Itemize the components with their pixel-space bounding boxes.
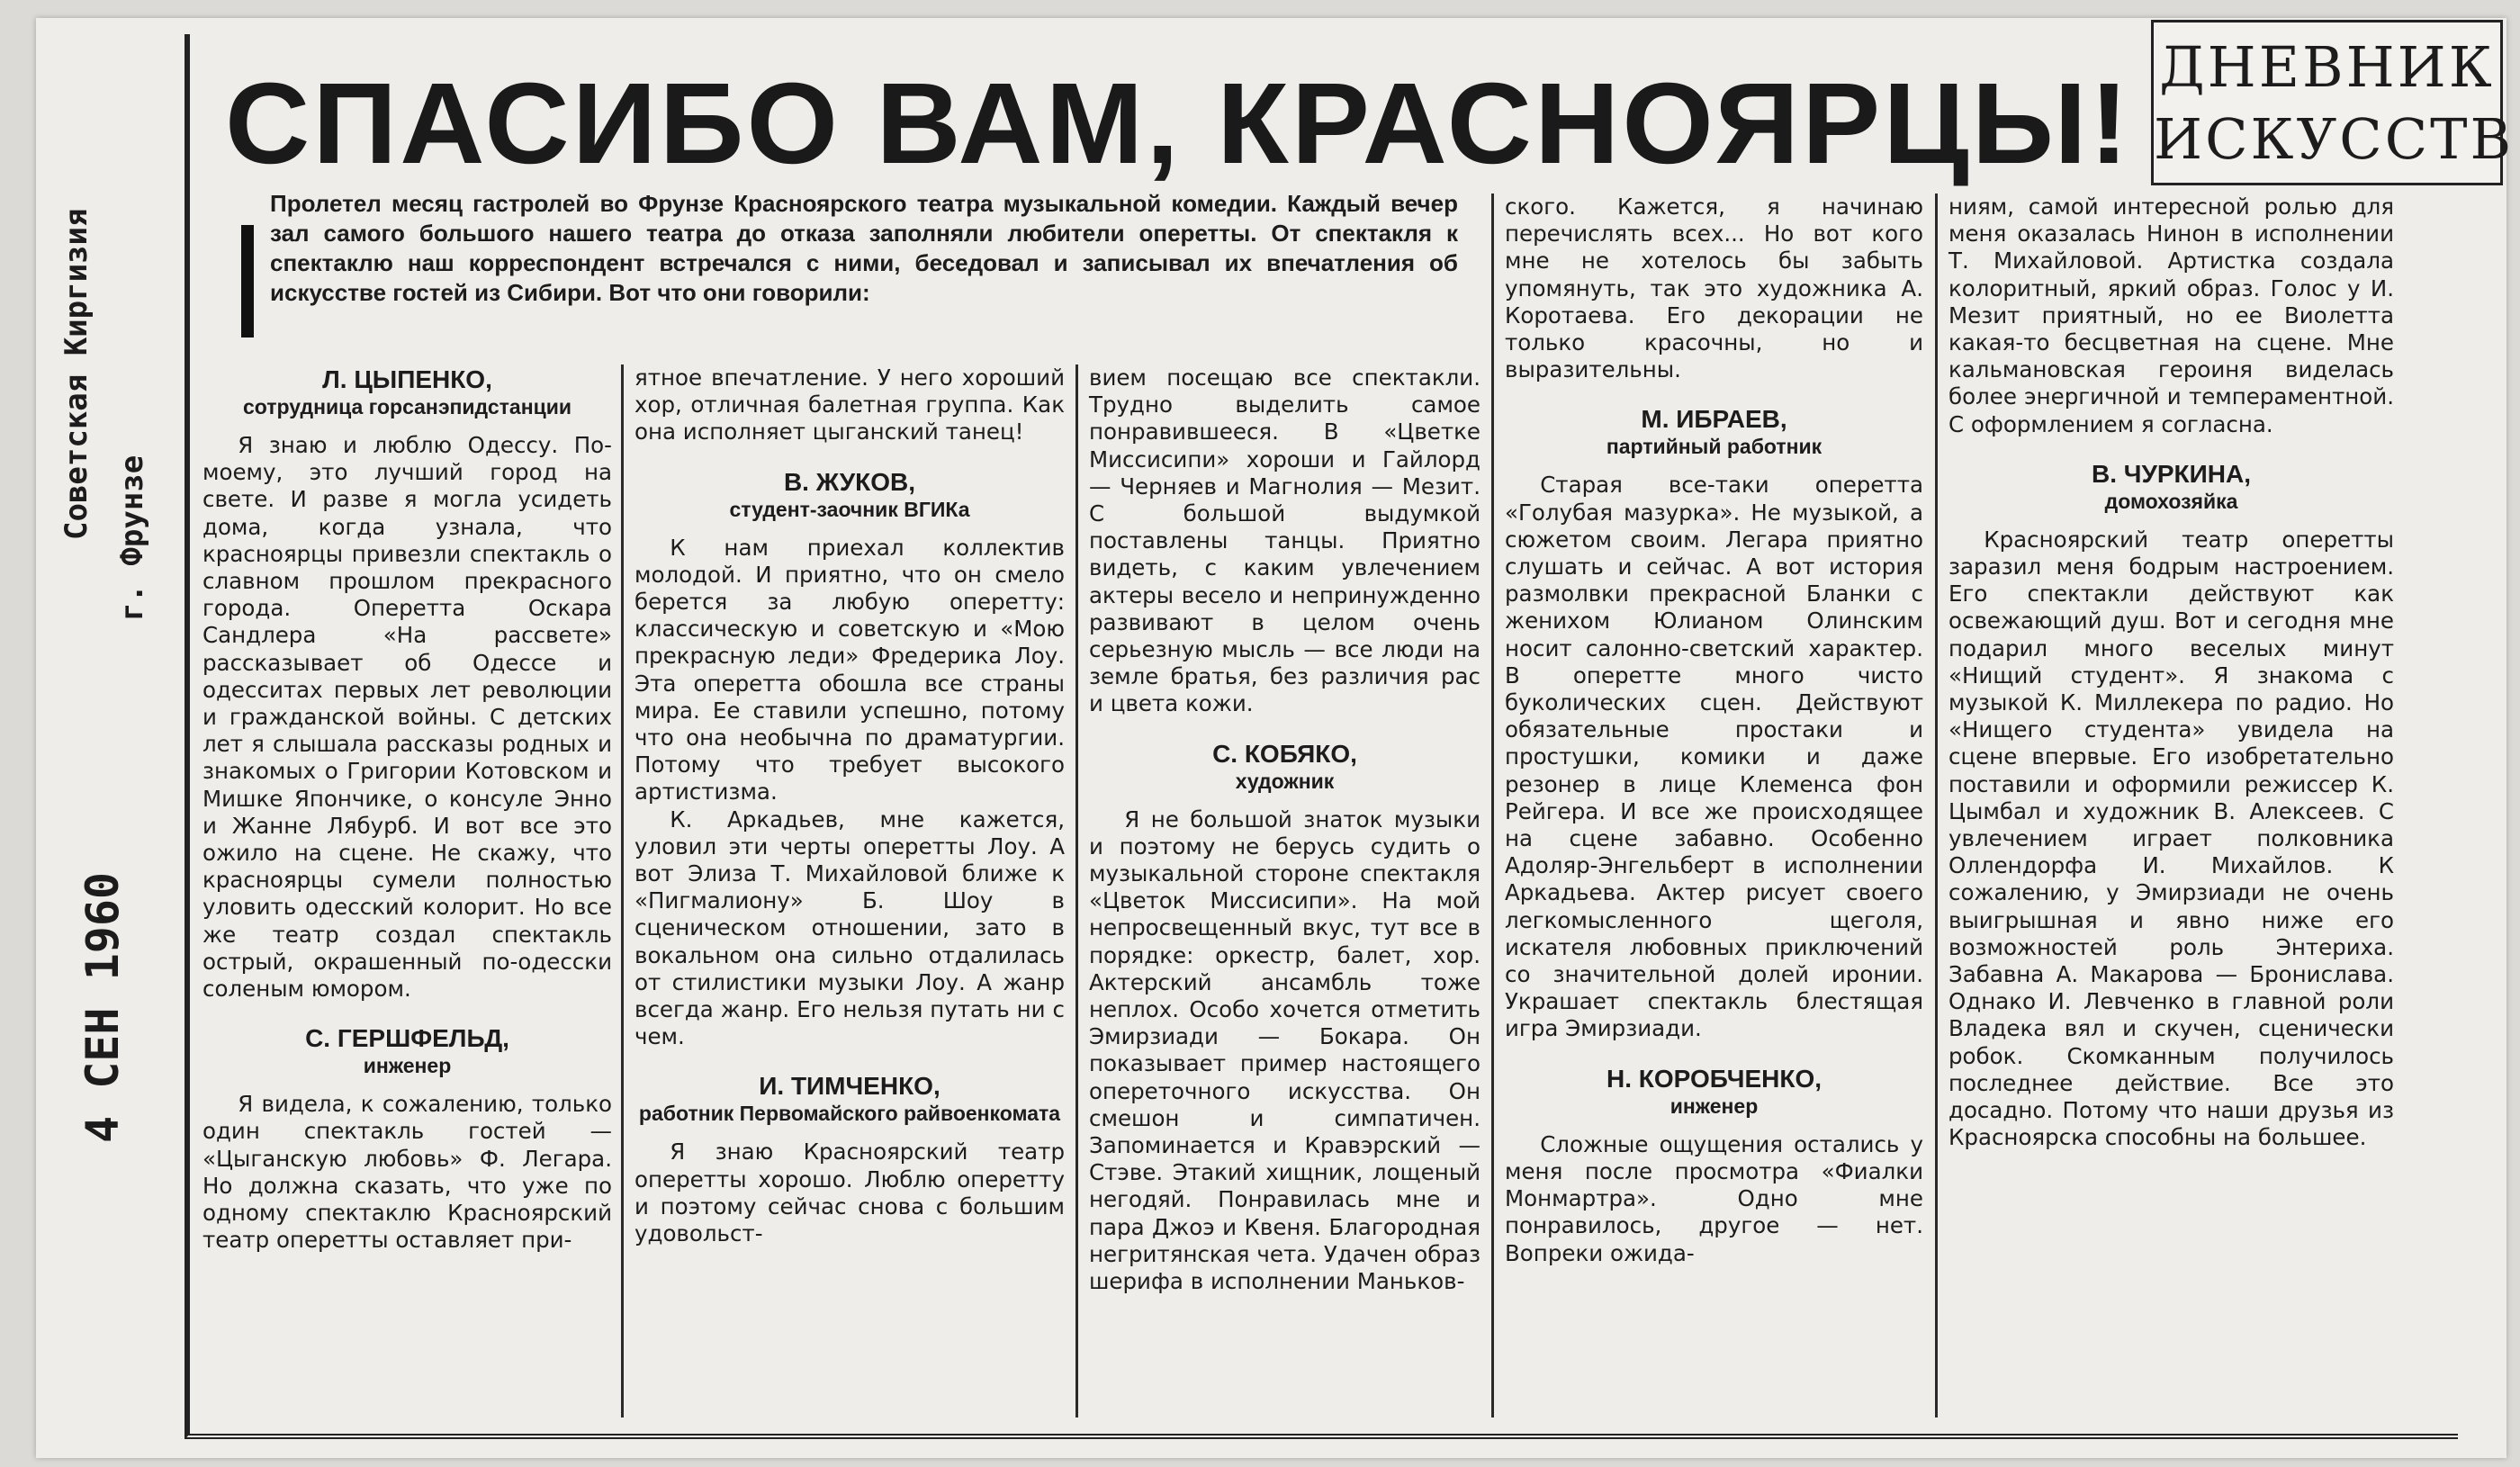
column-5 xyxy=(1948,194,2394,1152)
city-name: г. Фрунзе xyxy=(114,454,150,621)
author-name: В. ЧУРКИНА, xyxy=(2092,459,2251,488)
article-text: Я знаю и люблю Одессу. По-моему, это лучший город на свете. И разве я могла усидеть дома, когда узнала, что красноярцы привезли спектакль о славном прошлом прекрасного города. Оперетта Оскара Сандлера «На рассвете» рассказывает об Одессе и одесситах первых лет революции и гражданской войны. С детских лет я слышала рассказы родных и знакомых о Григории Котовском и Мишке Япончике, о консуле Энно и Жанне Лябурб. И вот все это ожило на сцене. Не скажу, что красноярцы сумели полностью уловить одесский колорит. Но все же театр создал спектакль острый, окрашенный по-одесски соленым юмором. xyxy=(202,432,612,1003)
article-text: К нам приехал коллектив молодой. И приятно, что он смело берется за любую оперетту: классическую и советскую и «Мою прекрасную леди» Фредерика Лоу. Эта оперетта обошла все страны мира. Ее ставили успешно, потому что она необычна по драматургии. Потому что требует высокого артистизма. xyxy=(634,534,1065,806)
rubric-line-2: ИСКУССТВ xyxy=(2154,106,2515,172)
author-name: М. ИБРАЕВ, xyxy=(1641,405,1787,434)
column-3 xyxy=(1089,364,1480,1295)
author-name: С. КОБЯКО, xyxy=(1212,739,1357,768)
author-role: студент-заочник ВГИКа xyxy=(729,497,970,521)
column-rule-3 xyxy=(1491,194,1494,1418)
lead-paragraph: Пролетел месяц гастролей во Фрунзе Красноярского театра музыкальной комедии. Каждый вечер зал самого большого нашего театра до отказа заполняли любители оперетты. От спектакля к спектаклю наш корреспондент встречался с ними, беседовал и записывал их впечатления об искусстве гостей из Сибири. Вот что они говорили: xyxy=(270,190,1458,306)
article-text: ского. Кажется, я начинаю перечислять всех... Но вот кого мне не хотелось бы забыть упомянуть, так это художника А. Коротаева. Его декорации не только красочны, но и выразительны. xyxy=(1505,194,1923,383)
author-role: работник Первомайского райвоенкомата xyxy=(638,1102,1061,1126)
article-text: Старая все-таки оперетта «Голубая мазурка». Не музыкой, а сюжетом своим. Легара приятно слушать и сейчас. А вот история размолвки прекрасной Бланки с женихом Юлианом Олинским носит салонно-светский характер. В оперетте много чисто буколических сцен. Действуют обязательные простаки и простушки, комики и даже резонер в лице Клеменса фон Рейгера. И все же происходящее на сцене забавно. Особенно Адоляр-Энгельберт в исполнении Аркадьева. Актер рисует своего легкомысленного щеголя, искателя любовных приключений со значительной долей иронии. Украшает спектакль блестящая игра Эмирзиади. xyxy=(1505,472,1923,1042)
article-text: вием посещаю все спектакли. Трудно выделить самое понравившееся. В «Цветке Миссисипи» хороши и Гайлорд — Черняев и Магнолия — Мезит. С большой выдумкой поставлены танцы. Приятно видеть, с каким увлечением актеры весело и непринужденно развивают в целом очень серьезную мысль — все люди на земле братья, без различия рас и цвета кожи. xyxy=(1089,364,1480,717)
article-text: Я не большой знаток музыки и поэтому не берусь судить о музыкальной стороне спектакля «Цветок Миссисипи». На мой непросвещенный вкус, тут все в порядке: оркестр, балет, хор. Актерский ансамбль тоже неплох. Особо хочется отметить Эмирзиади — Бокара. Он показывает пример настоящего опереточного искусства. Он смешон и симпатичен. Запоминается и Кравэрский — Стэве. Этакий хищник, лощеный негодяй. Понравилась мне и пара Джоэ и Квеня. Благородная негритянская чета. Удачен образ шерифа в исполнении Маньков- xyxy=(1089,806,1480,1295)
author-name: В. ЖУКОВ, xyxy=(783,467,916,496)
column-2 xyxy=(634,364,1065,1247)
article-text: Я знаю Красноярский театр оперетты хорошо. Люблю оперетту и поэтому сейчас снова с большим удовольст- xyxy=(634,1138,1065,1247)
column-rule-4 xyxy=(1935,194,1938,1418)
headline: СПАСИБО ВАМ, КРАСНОЯРЦЫ! xyxy=(225,59,2132,188)
article-text: К. Аркадьев, мне кажется, уловил эти черты оперетты Лоу. А вот Элиза Т. Михайловой ближе к «Пигмалиону» Б. Шоу в сценическом отношении, зато в вокальном она сильно отдалилась от стилистики музыки Лоу. А жанр всегда жанр. Его нельзя путать ни с чем. xyxy=(634,806,1065,1050)
author-name: Н. КОРОБЧЕНКО, xyxy=(1606,1064,1822,1093)
column-rule-2 xyxy=(1076,364,1078,1418)
author-name: И. ТИМЧЕНКО, xyxy=(759,1072,940,1101)
author-name: Л. ЦЫПЕНКО, xyxy=(322,365,492,393)
column-4 xyxy=(1505,194,1923,1267)
author-name: С. ГЕРШФЕЛЬД, xyxy=(305,1024,509,1053)
rubric-line-1: ДНЕВНИК xyxy=(2159,34,2495,100)
rubric-box xyxy=(2151,20,2515,185)
author-role: партийный работник xyxy=(1606,435,1822,459)
article-text: ниям, самой интересной ролью для меня оказалась Нинон в исполнении Т. Михайловой. Артистка создала колоритный, яркий образ. Голос у И. Мезит приятный, но ее Виолетта какая-то бесцветная на сцене. Мне кальмановская героиня виделась более энергичной и темпераментной. С оформлением я согласна. xyxy=(1948,194,2394,437)
article-text: Сложные ощущения остались у меня после просмотра «Фиалки Монмартра». Одно мне понравилось, другое — нет. Вопреки ожида- xyxy=(1505,1130,1923,1266)
lead-marker xyxy=(241,225,254,338)
article-text: Красноярский театр оперетты заразил меня бодрым настроением. Его спектакли действуют как освежающий душ. Вот и сегодня мне подарил много веселых минут «Нищий студент». Я знакома с музыкой К. Миллекера по радио. Но «Нищего студента» увидела на сцене впервые. Его изобретательно поставили и оформили режиссер К. Цымбал и художник В. Алексеев. С увлечением играет полковника Оллендорфа И. Михайлов. К сожалению, у Эмирзиади не очень выигрышная и явно ниже его возможностей роль Энтериха. Забавна А. Макарова — Бронислава. Однако И. Левченко в главной роли Владека вял и скучен, сценически робок. Скомканным получилось последнее действие. Все это досадно. Потому что наши друзья из Красноярска способны на большее. xyxy=(1948,526,2394,1151)
author-role: инженер xyxy=(363,1054,452,1078)
author-role: художник xyxy=(1235,769,1335,793)
newspaper-name: Советская Киргизия xyxy=(58,208,94,540)
author-role: сотрудница горсанэпидстанции xyxy=(242,395,572,418)
article-text: Я видела, к сожалению, только один спектакль гостей — «Цыганскую любовь» Ф. Легара. Но должна сказать, что уже по одному спектаклю Красноярский театр оперетты оставляет при- xyxy=(202,1091,612,1254)
column-1 xyxy=(202,344,612,1254)
author-role: домохозяйка xyxy=(2104,489,2238,513)
column-rule-1 xyxy=(621,364,624,1418)
margin-stamp xyxy=(32,208,166,1143)
date-stamp: 4 СЕН 1960 xyxy=(76,871,129,1143)
article-text: ятное впечатление. У него хороший хор, отличная балетная группа. Как она исполняет цыганский танец! xyxy=(634,364,1065,446)
author-role: инженер xyxy=(1670,1094,1759,1118)
